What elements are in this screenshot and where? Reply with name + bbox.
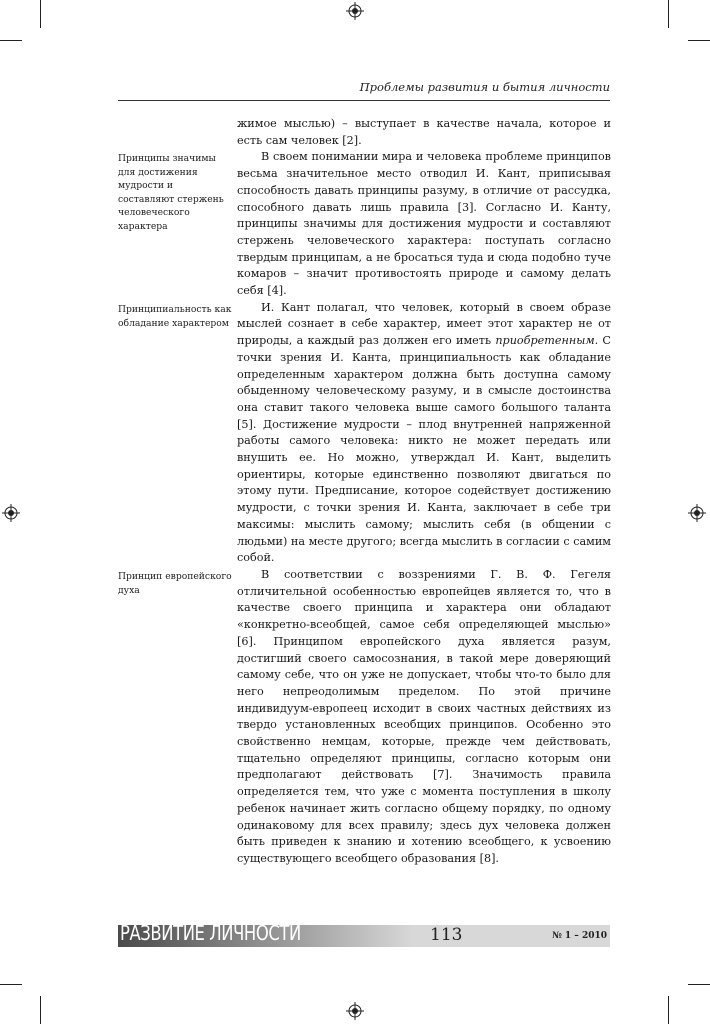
- crop-mark-bottom-right-v: [668, 996, 669, 1024]
- crop-mark-top-left-h: [0, 40, 22, 41]
- crop-mark-bottom-left-v: [40, 996, 41, 1024]
- paragraph-continuation: жимое мыслью) – выступает в качестве начала, которое и есть сам человек [2].: [237, 117, 611, 147]
- registration-mark-top-icon: [346, 2, 364, 20]
- issue-number: № 1 – 2010: [552, 931, 607, 941]
- paragraph-kant-character-emphasis: приобретенным: [495, 334, 595, 348]
- crop-mark-top-right-v: [668, 0, 669, 28]
- paragraph-kant-character-part1: И. Кант полагал, что человек, который в своем образе мыслей сознает в себе характер, имеет этот характер не от природы, а каждый раз должен его иметь: [237, 300, 611, 348]
- paragraph-kant-character: [237, 300, 611, 567]
- registration-mark-right-icon: [688, 504, 706, 522]
- crop-mark-top-right-h: [688, 40, 710, 41]
- registration-mark-left-icon: [2, 504, 20, 522]
- registration-mark-bottom-icon: [346, 1002, 364, 1020]
- header-rule: [118, 100, 610, 101]
- margin-note-principledness: Принципиальность как обладание характером: [118, 304, 232, 329]
- crop-mark-top-left-v: [40, 0, 41, 28]
- journal-title: РАЗВИТИЕ ЛИЧНОСТИ: [120, 921, 301, 945]
- margin-note-european-spirit: Принцип европейского духа: [118, 571, 232, 596]
- crop-mark-bottom-left-h: [0, 984, 22, 985]
- page-number: 113: [430, 925, 463, 945]
- paragraph-kant-character-part2: . С точки зрения И. Канта, принципиальность как обладание определенным характером должна быть доступна самому обыденному человеческому разуму, и в смысле достоинства она ставит такого человека выше самого большого таланта [5]. Достижение мудрости – плод внутренней напряженной работы самого человека: никто не может передать или внушить ее. Но можно, утверждал И. Кант, выделить ориентиры, которые единственно позволяют двигаться по этому пути. Предписание, которое содействует достижению мудрости, с точки зрения И. Канта, заключает в себе три максимы: мыслить самому; мыслить себя (в общении с людьми) на месте другого; всегда мыслить в согласии с самим собой.: [237, 334, 611, 565]
- running-header: Проблемы развития и бытия личности: [359, 80, 610, 94]
- paragraph-hegel: В соответствии с воззрениями Г. В. Ф. Гегеля отличительной особенностью европейцев является то, что в качестве своего принципа и характера они обладают «конкретно-всеобщей, самое себя определяющей мыслью» [6]. Принципом европейского духа является разум, достигший своего самосознания, в такой мере доверяющий самому себе, что он уже не допускает, чтобы что-то было для него непреодолимым пределом. По этой причине индивидуум-европеец исходит в своих частных действиях из твердо установленных всеобщих принципов. Особенно это свойственно немцам, которые, прежде чем действовать, тщательно определяют принципы, согласно которым они предполагают действовать [7]. Значимость правила определяется тем, что уже с момента поступления в школу ребенок начинает жить согласно общему порядку, по одному одинаковому для всех правилу; здесь дух человека должен быть приведен к знанию и хотению всеобщего, к усвоению существующего всеобщего образования [8].: [237, 567, 611, 865]
- margin-note-principles: Принципы значимы для достижения мудрости и составляют стержень человеческого характера: [118, 153, 224, 232]
- crop-mark-bottom-right-h: [688, 984, 710, 985]
- paragraph-kant-principles: В своем понимании мира и человека проблеме принципов весьма значительное место отводил И. Кант, приписывая способность давать принципы разуму, в отличие от рассудка, способного давать лишь правила [3]. Согласно И. Канту, принципы значимы для достижения мудрости и составляют стержень человеческого характера: поступать согласно твердым принципам, а не бросаться туда и сюда подобно туче комаров – значит противостоять природе и самому делать себя [4].: [237, 150, 611, 298]
- main-text-column: [237, 116, 611, 868]
